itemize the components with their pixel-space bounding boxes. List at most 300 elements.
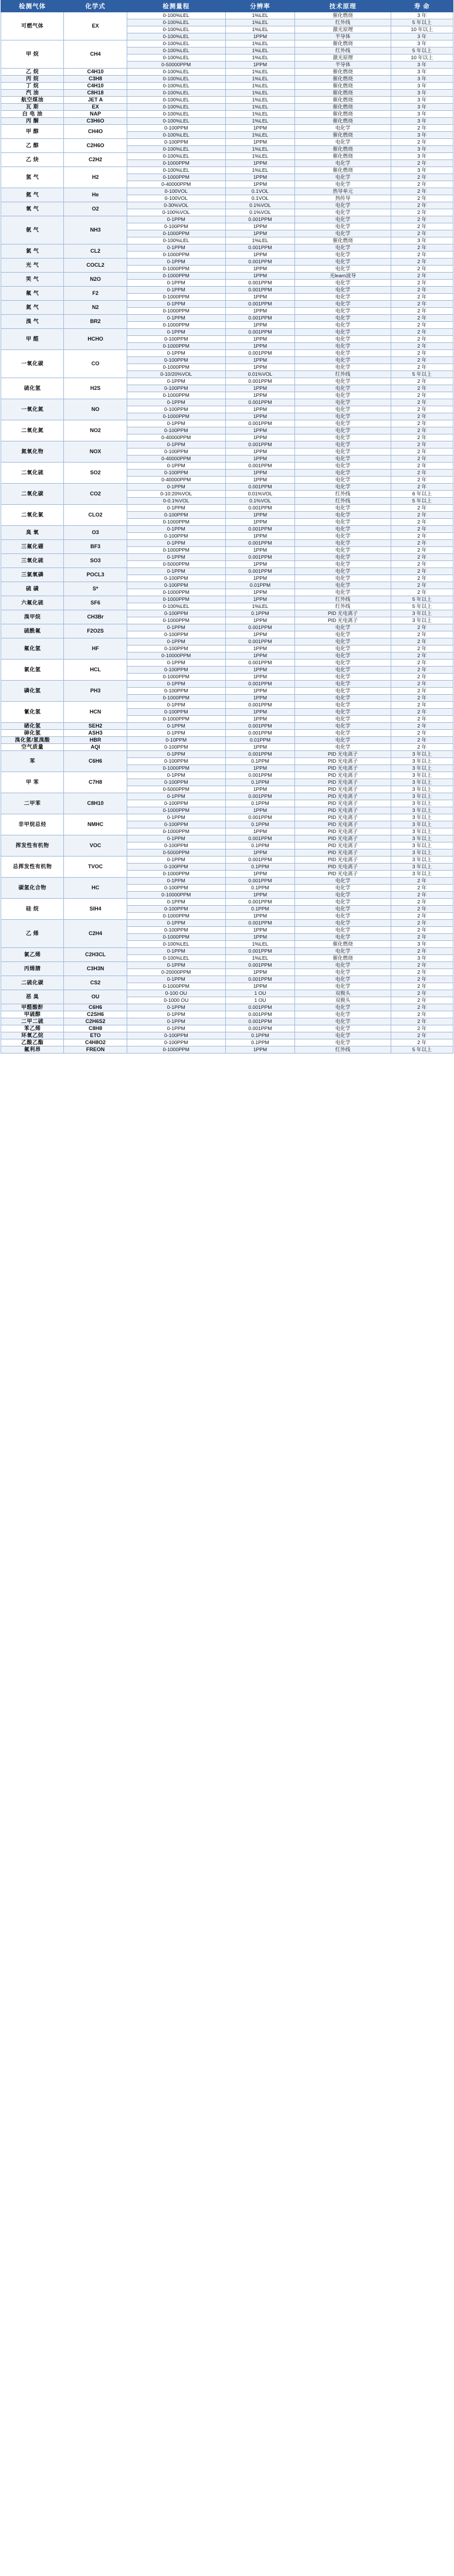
cell-range: 0-100%VOL [127,209,225,216]
table-row [1,568,453,575]
cell-technology: 电化学 [295,266,391,273]
cell-range: 0-100%LEL [127,40,225,47]
cell-range: 0-100%LEL [127,47,225,55]
cell-gas-name: 氯 气 [1,244,64,259]
cell-resolution: 1PPM [225,695,295,702]
cell-range: 0-100%LEL [127,118,225,125]
cell-technology: 电化学 [295,1004,391,1011]
cell-technology: PID 光电离子 [295,617,391,624]
cell-gas-name: 乙 炔 [1,153,64,167]
cell-range: 0-1PPM [127,244,225,252]
cell-lifetime: 2 年 [391,477,453,484]
cell-resolution: 0.1PPM [225,800,295,807]
cell-lifetime: 2 年 [391,378,453,385]
cell-range: 0-100PPM [127,667,225,674]
cell-lifetime: 2 年 [391,413,453,420]
cell-lifetime: 3 年以上 [391,828,453,835]
cell-resolution: 0.001PPM [225,751,295,758]
cell-lifetime: 3 年 [391,132,453,139]
cell-range: 0-1PPM [127,681,225,688]
cell-lifetime: 3 年 [391,90,453,97]
cell-range: 0-40000PPM [127,456,225,463]
cell-technology: PID 光电离子 [295,765,391,772]
cell-technology: 催化燃烧 [295,111,391,118]
cell-technology: PID 光电离子 [295,807,391,814]
cell-lifetime: 2 年 [391,181,453,188]
cell-technology: 催化燃烧 [295,237,391,244]
cell-lifetime: 2 年 [391,547,453,554]
table-row [1,976,453,983]
cell-range: 0-1PPM [127,216,225,223]
cell-formula: SO3 [64,554,127,568]
cell-formula: CO2 [64,484,127,505]
cell-lifetime: 3 年 [391,146,453,153]
cell-lifetime: 2 年 [391,899,453,906]
table-row [1,610,453,617]
table-row [1,582,453,589]
cell-range: 0-1PPM [127,350,225,357]
cell-technology: 红外线 [295,47,391,55]
cell-range: 0-1000PPM [127,695,225,702]
cell-lifetime: 2 年 [391,645,453,653]
cell-formula: COCL2 [64,259,127,273]
cell-resolution: 1%LEL [225,111,295,118]
cell-gas-name: 臭 氧 [1,526,64,540]
cell-lifetime: 2 年 [391,448,453,456]
cell-resolution: 0.001PPM [225,1004,295,1011]
cell-resolution: 0.001PPM [225,772,295,779]
cell-gas-name: 氮氧化物 [1,441,64,463]
cell-resolution: 1PPM [225,645,295,653]
cell-technology: 电化学 [295,554,391,561]
cell-gas-name: 溴化氢/氢溴酸 [1,737,64,744]
cell-lifetime: 2 年 [391,1032,453,1039]
cell-technology: 电化学 [295,484,391,491]
cell-resolution: 1PPM [225,273,295,280]
cell-lifetime: 3 年以上 [391,814,453,821]
cell-lifetime: 5 年以上 [391,1046,453,1053]
cell-technology: 电化学 [295,878,391,885]
cell-lifetime: 2 年 [391,216,453,223]
cell-lifetime: 2 年 [391,681,453,688]
cell-technology: 电化学 [295,519,391,526]
cell-formula: C2H6S2 [64,1018,127,1025]
cell-technology: 电化学 [295,125,391,132]
cell-range: 0-100%LEL [127,146,225,153]
cell-formula: CLO2 [64,505,127,526]
cell-resolution: 0.001PPM [225,244,295,252]
header-row [1,1,453,12]
cell-formula: S* [64,582,127,596]
cell-range: 0-100PPM [127,610,225,617]
cell-resolution: 1 OU [225,997,295,1004]
cell-lifetime: 2 年 [391,660,453,667]
cell-resolution: 1PPM [225,223,295,230]
cell-technology: 电化学 [295,329,391,336]
cell-lifetime: 2 年 [391,962,453,969]
cell-lifetime: 3 年 [391,104,453,111]
cell-resolution: 0.001PPM [225,702,295,709]
cell-range: 0-1000PPM [127,160,225,167]
cell-range: 0-10/20%VOL [127,371,225,378]
cell-range: 0-1PPM [127,814,225,821]
cell-range: 0-1000PPM [127,273,225,280]
cell-lifetime: 2 年 [391,420,453,427]
cell-range: 0-1000PPM [127,547,225,554]
cell-formula: AQI [64,744,127,751]
cell-range: 0-1PPM [127,554,225,561]
cell-technology: 电化学 [295,948,391,955]
cell-technology: 电化学 [295,202,391,209]
cell-technology: 催化燃烧 [295,153,391,160]
cell-lifetime: 2 年 [391,512,453,519]
cell-range: 0-1000PPM [127,343,225,350]
cell-lifetime: 2 年 [391,195,453,202]
cell-range: 0-1PPM [127,378,225,385]
cell-resolution: 1PPM [225,448,295,456]
table-row [1,723,453,730]
cell-technology: 电化学 [295,702,391,709]
cell-technology: 电化学 [295,645,391,653]
cell-gas-name: 碳氢化合物 [1,878,64,899]
cell-technology: 催化燃烧 [295,76,391,83]
cell-technology: 电化学 [295,139,391,146]
cell-range: 0-100PPM [127,533,225,540]
cell-range: 0-1000PPM [127,364,225,371]
cell-technology: 电化学 [295,688,391,695]
cell-range: 0-1000PPM [127,913,225,920]
table-row [1,125,453,132]
cell-technology: 电化学 [295,540,391,547]
cell-formula: CH3Br [64,610,127,624]
cell-gas-name: 氨 气 [1,216,64,244]
cell-range: 0-1PPM [127,1011,225,1018]
table-row [1,273,453,280]
cell-resolution: 1 OU [225,990,295,997]
cell-formula: H2 [64,167,127,188]
cell-resolution: 1PPM [225,807,295,814]
cell-lifetime: 2 年 [391,125,453,132]
cell-range: 0-1PPM [127,624,225,631]
cell-gas-name: 氢 气 [1,167,64,188]
cell-range: 0-1PPM [127,948,225,955]
cell-gas-name: 乙 醇 [1,139,64,153]
table-row [1,188,453,195]
cell-lifetime: 2 年 [391,456,453,463]
cell-technology: 双极头 [295,990,391,997]
cell-lifetime: 3 年以上 [391,864,453,871]
table-row [1,441,453,448]
cell-lifetime: 2 年 [391,561,453,568]
cell-range: 0-100PPM [127,631,225,638]
cell-technology: 电化学 [295,568,391,575]
cell-range: 0-100%LEL [127,167,225,174]
cell-resolution: 0.001PPM [225,624,295,631]
cell-technology: PID 光电离子 [295,828,391,835]
cell-resolution: 1PPM [225,392,295,399]
cell-range: 0-1PPM [127,899,225,906]
cell-technology: 电化学 [295,512,391,519]
table-row [1,526,453,533]
cell-gas-name: 乙 烷 [1,69,64,76]
cell-lifetime: 3 年 [391,76,453,83]
cell-range: 0-100%LEL [127,132,225,139]
table-row [1,301,453,308]
cell-technology: 电化学 [295,892,391,899]
cell-lifetime: 5 年以上 [391,19,453,26]
cell-lifetime: 2 年 [391,399,453,406]
cell-resolution: 1PPM [225,871,295,878]
cell-resolution: 1PPM [225,385,295,392]
cell-gas-name: 空气质量 [1,744,64,751]
cell-lifetime: 2 年 [391,589,453,596]
cell-range: 0-100%LEL [127,33,225,40]
cell-lifetime: 3 年 [391,97,453,104]
cell-resolution: 1PPM [225,765,295,772]
cell-resolution: 0.001PPM [225,287,295,294]
cell-lifetime: 2 年 [391,554,453,561]
cell-lifetime: 2 年 [391,519,453,526]
cell-technology: 电化学 [295,364,391,371]
table-row [1,259,453,266]
table-row [1,540,453,547]
table-row [1,962,453,969]
cell-resolution: 1PPM [225,343,295,350]
cell-range: 0-100PPM [127,427,225,434]
col-lifetime: 寿 命 [391,1,453,12]
cell-lifetime: 2 年 [391,688,453,695]
cell-resolution: 1PPM [225,512,295,519]
cell-technology: 电化学 [295,575,391,582]
cell-range: 0-100PPM [127,744,225,751]
cell-technology: 电化学 [295,1025,391,1032]
cell-resolution: 1PPM [225,294,295,301]
cell-formula: C8H18 [64,90,127,97]
cell-technology: 电化学 [295,385,391,392]
cell-lifetime: 2 年 [391,357,453,364]
cell-range: 0-1000PPM [127,322,225,329]
cell-resolution: 1PPM [225,617,295,624]
cell-gas-name: 氯化氢 [1,660,64,681]
cell-lifetime: 3 年以上 [391,772,453,779]
cell-gas-name: 二甲二硫 [1,1018,64,1025]
cell-technology: 电化学 [295,582,391,589]
cell-range: 0-1000PPM [127,308,225,315]
cell-gas-name: 三氟化硼 [1,540,64,554]
cell-technology: PID 光电离子 [295,849,391,857]
table-row [1,554,453,561]
cell-range: 0-100PPM [127,139,225,146]
cell-technology: 催化燃烧 [295,941,391,948]
cell-resolution: 1PPM [225,470,295,477]
cell-technology: 电化学 [295,913,391,920]
cell-lifetime: 2 年 [391,343,453,350]
cell-lifetime: 2 年 [391,139,453,146]
cell-lifetime: 3 年 [391,33,453,40]
cell-range: 0-100 OU [127,990,225,997]
cell-resolution: 1%LEL [225,12,295,19]
table-row [1,315,453,322]
cell-gas-name: 光 气 [1,259,64,273]
cell-gas-name: 二硫化碳 [1,976,64,990]
cell-lifetime: 2 年 [391,730,453,737]
cell-range: 0-0.1%VOL [127,498,225,505]
cell-resolution: 0.1VOL [225,188,295,195]
cell-range: 0-1PPM [127,723,225,730]
cell-technology: 电化学 [295,885,391,892]
cell-formula: ETO [64,1032,127,1039]
cell-formula: HCN [64,702,127,723]
cell-resolution: 0.1PPM [225,1032,295,1039]
cell-gas-name: 三氧化硫 [1,554,64,568]
cell-resolution: 0.001PPM [225,315,295,322]
cell-lifetime: 2 年 [391,287,453,294]
cell-technology: 催化燃烧 [295,83,391,90]
cell-resolution: 1PPM [225,892,295,899]
cell-technology: 红外线 [295,603,391,610]
cell-technology: 电化学 [295,695,391,702]
cell-formula: N2O [64,273,127,287]
cell-resolution: 0.001PPM [225,420,295,427]
cell-resolution: 1PPM [225,653,295,660]
cell-technology: 红外线 [295,491,391,498]
cell-technology: 电化学 [295,287,391,294]
cell-resolution: 1PPM [225,266,295,273]
cell-range: 0-100PPM [127,357,225,364]
cell-lifetime: 3 年 [391,237,453,244]
cell-gas-name: 丙烯腈 [1,962,64,976]
cell-range: 0-100VOL [127,195,225,202]
cell-technology: 电化学 [295,378,391,385]
cell-lifetime: 2 年 [391,744,453,751]
cell-resolution: 1%LEL [225,69,295,76]
cell-gas-name: 汽 油 [1,90,64,97]
cell-resolution: 1PPM [225,913,295,920]
cell-range: 0-1000PPM [127,1046,225,1053]
cell-resolution: 0.001PPM [225,723,295,730]
cell-range: 0-100PPM [127,800,225,807]
cell-formula: TVOC [64,857,127,878]
cell-technology: 电化学 [295,969,391,976]
cell-technology: 激光原理 [295,26,391,33]
col-technology: 技术原理 [295,1,391,12]
cell-technology: 催化燃烧 [295,118,391,125]
table-row [1,12,453,19]
cell-resolution: 0.001PPM [225,505,295,512]
gas-detection-table [1,0,453,1053]
cell-resolution: 0.01PPM [225,737,295,744]
cell-technology: 电化学 [295,533,391,540]
cell-lifetime: 2 年 [391,336,453,343]
cell-formula: O2 [64,202,127,216]
table-row [1,772,453,779]
cell-lifetime: 2 年 [391,280,453,287]
cell-formula: C4H10 [64,83,127,90]
cell-resolution: 1PPM [225,252,295,259]
cell-formula: C2H6O [64,139,127,153]
cell-range: 0-1000PPM [127,589,225,596]
col-range: 检测量程 [127,1,225,12]
cell-formula: NO [64,399,127,420]
table-row [1,1046,453,1053]
cell-resolution: 1%LEL [225,955,295,962]
cell-gas-name: 硫 磺 [1,582,64,596]
table-row [1,350,453,357]
cell-gas-name: 甲硫醇 [1,1011,64,1018]
cell-lifetime: 3 年以上 [391,871,453,878]
cell-resolution: 1PPM [225,828,295,835]
cell-resolution: 0.001PPM [225,441,295,448]
cell-technology: 催化燃烧 [295,167,391,174]
cell-range: 0-1PPM [127,962,225,969]
cell-lifetime: 2 年 [391,976,453,983]
cell-technology: 电化学 [295,920,391,927]
cell-formula: PH3 [64,681,127,702]
cell-resolution: 1PPM [225,357,295,364]
cell-range: 0-20000PPM [127,969,225,976]
cell-range: 0-1PPM [127,329,225,336]
cell-resolution: 1PPM [225,519,295,526]
cell-range: 0-5000PPM [127,786,225,793]
cell-resolution: 0.1PPM [225,885,295,892]
cell-lifetime: 3 年 [391,941,453,948]
cell-range: 0-1PPM [127,420,225,427]
cell-lifetime: 2 年 [391,1039,453,1046]
table-row [1,420,453,427]
cell-lifetime: 2 年 [391,385,453,392]
cell-lifetime: 2 年 [391,624,453,631]
table-row [1,484,453,491]
cell-range: 0-1000PPM [127,674,225,681]
cell-lifetime: 5 年以上 [391,371,453,378]
cell-resolution: 1PPM [225,1046,295,1053]
cell-technology: 电化学 [295,301,391,308]
table-row [1,69,453,76]
cell-lifetime: 2 年 [391,892,453,899]
cell-technology: 电化学 [295,456,391,463]
cell-technology: 电化学 [295,730,391,737]
cell-resolution: 0.001PPM [225,1011,295,1018]
cell-resolution: 1%LEL [225,90,295,97]
cell-formula: CL2 [64,244,127,259]
cell-range: 0-100PPM [127,821,225,828]
cell-resolution: 0.1PPM [225,779,295,786]
table-row [1,118,453,125]
cell-lifetime: 3 年 [391,167,453,174]
cell-range: 0-100PPM [127,223,225,230]
cell-resolution: 1PPM [225,125,295,132]
cell-lifetime: 2 年 [391,406,453,413]
cell-resolution: 0.001PPM [225,793,295,800]
cell-technology: 电化学 [295,174,391,181]
cell-technology: PID 光电离子 [295,871,391,878]
cell-technology: 电化学 [295,463,391,470]
cell-technology: PID 光电离子 [295,842,391,849]
table-row [1,167,453,174]
cell-resolution: 0.1PPM [225,1039,295,1046]
cell-gas-name: 氟利昂 [1,1046,64,1053]
table-row [1,624,453,631]
cell-formula: C8H8 [64,1025,127,1032]
cell-lifetime: 2 年 [391,638,453,645]
cell-resolution: 1%LEL [225,55,295,62]
cell-range: 0-100PPM [127,336,225,343]
cell-lifetime: 2 年 [391,315,453,322]
cell-technology: 电化学 [295,660,391,667]
cell-resolution: 0.1PPM [225,906,295,913]
cell-lifetime: 2 年 [391,674,453,681]
cell-technology: 催化燃烧 [295,132,391,139]
